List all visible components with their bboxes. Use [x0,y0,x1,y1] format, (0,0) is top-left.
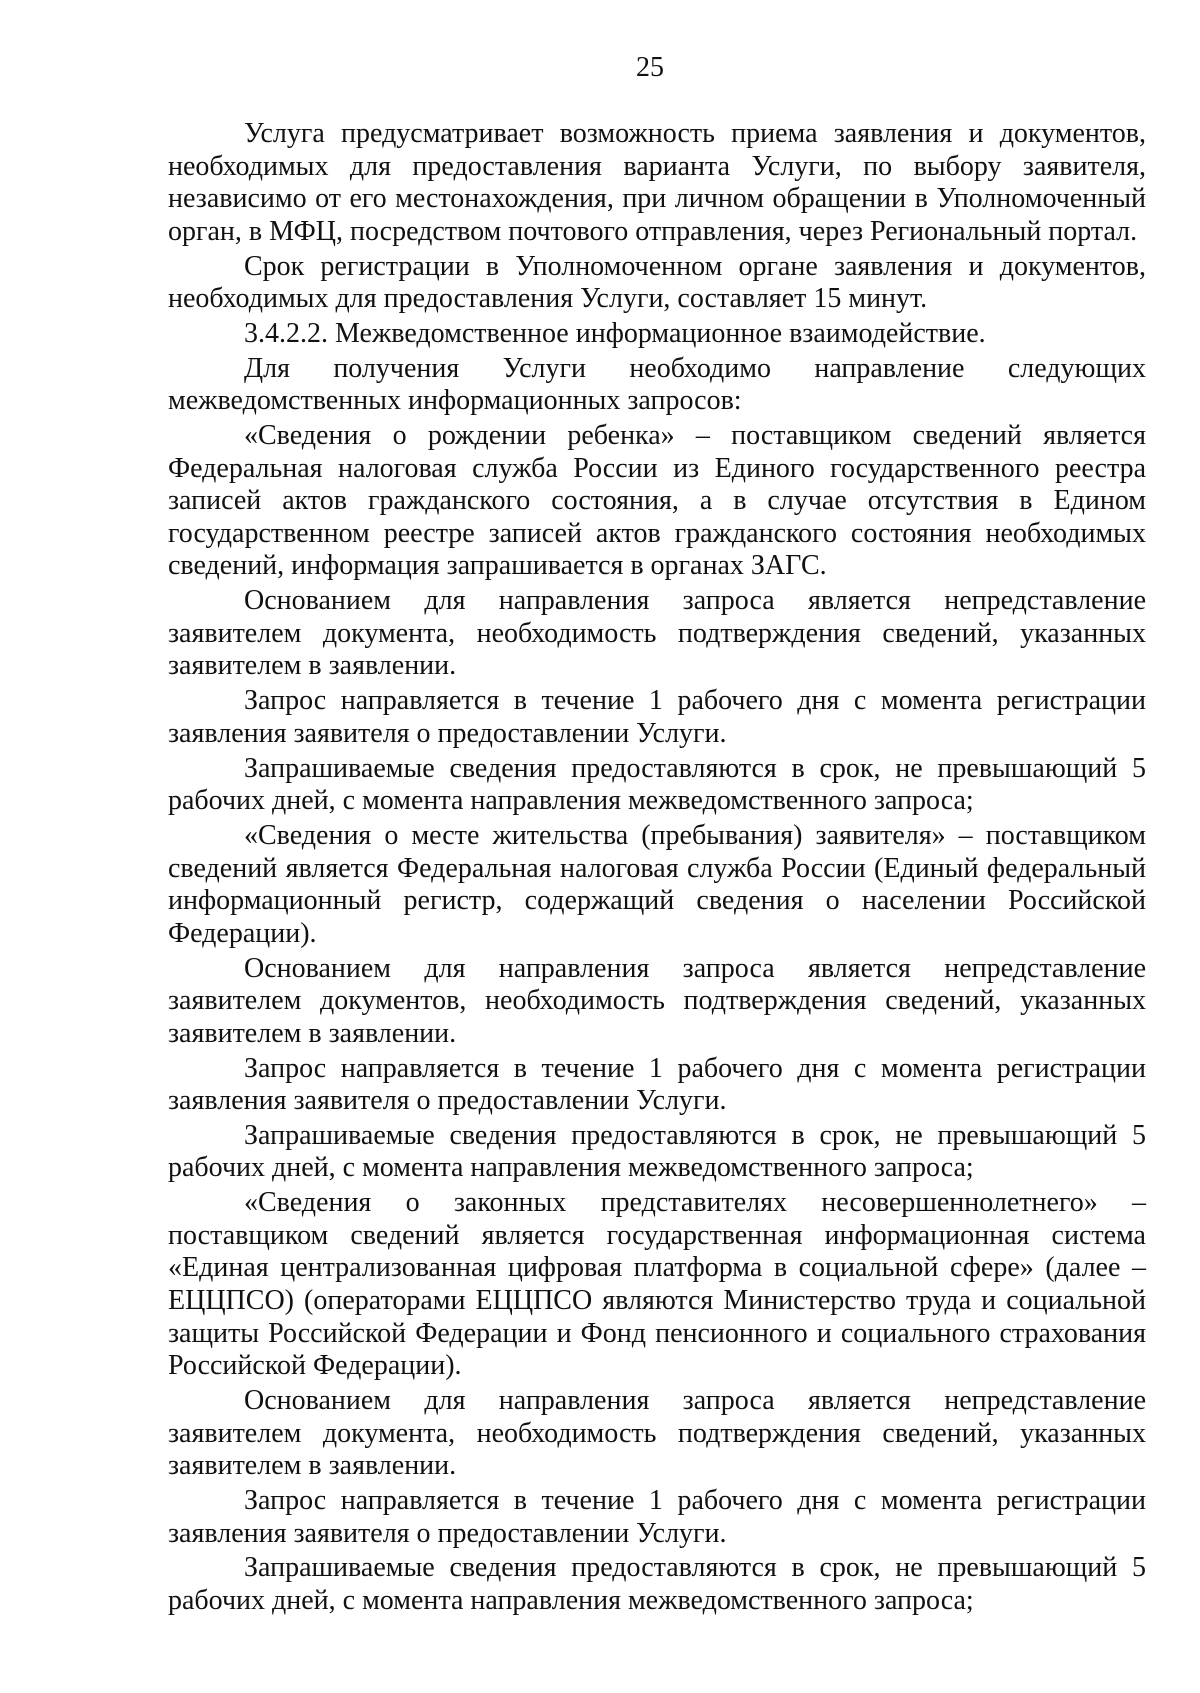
paragraph: Запрашиваемые сведения предоставляются в срок, не превышающий 5 рабочих дней, с момента направления межведомственного запроса; [168,752,1146,817]
paragraph: Запрашиваемые сведения предоставляются в срок, не превышающий 5 рабочих дней, с момента направления межведомственного запроса; [168,1552,1146,1616]
paragraph: «Сведения о законных представителях несовершеннолетнего» – поставщиком сведений является государственная информационная система «Единая централизованная цифровая платформа в социальной сфере» (далее – ЕЦЦПСО) (операторами ЕЦЦПСО являются Министерство труда и социальной защиты Российской Федерации и Фонд пенсионного и социального страхования Российской Федерации). [168,1187,1146,1382]
paragraph: Для получения Услуги необходимо направление следующих межведомственных информационных запросов: [168,352,1146,417]
paragraph: Основанием для направления запроса является непредставление заявителем документа, необходимость подтверждения сведений, указанных заявителем в заявлении. [168,1385,1146,1482]
paragraph: Запрос направляется в течение 1 рабочего дня с момента регистрации заявления заявителя о предоставлении Услуги. [168,1052,1146,1117]
paragraph: «Сведения о месте жительства (пребывания) заявителя» – поставщиком сведений является Федеральная налоговая служба России (Единый федеральный информационный регистр, содержащий сведения о населении Российской Федерации). [168,819,1146,949]
paragraph: Запрос направляется в течение 1 рабочего дня с момента регистрации заявления заявителя о предоставлении Услуги. [168,1484,1146,1549]
paragraph: Запрашиваемые сведения предоставляются в срок, не превышающий 5 рабочих дней, с момента направления межведомственного запроса; [168,1119,1146,1184]
paragraph: Основанием для направления запроса является непредставление заявителем документов, необходимость подтверждения сведений, указанных заявителем в заявлении. [168,952,1146,1049]
paragraph: Основанием для направления запроса является непредставление заявителем документа, необходимость подтверждения сведений, указанных заявителем в заявлении. [168,585,1146,682]
document-body [168,118,1146,1620]
paragraph: 3.4.2.2. Межведомственное информационное взаимодействие. [244,317,986,349]
paragraph: Услуга предусматривает возможность приема заявления и документов, необходимых для предоставления варианта Услуги, по выбору заявителя, независимо от его местонахождения, при личном обращении в Уполномоченный орган, в МФЦ, посредством почтового отправления, через Региональный портал. [168,118,1146,247]
page-number: 25 [636,52,664,83]
paragraph: «Сведения о рождении ребенка» – поставщиком сведений является Федеральная налоговая служба России из Единого государственного реестра записей актов гражданского состояния, а в случае отсутствия в Едином государственном реестре записей актов гражданского состояния необходимых сведений, информация запрашивается в органах ЗАГС. [168,420,1146,582]
paragraph: Запрос направляется в течение 1 рабочего дня с момента регистрации заявления заявителя о предоставлении Услуги. [168,685,1146,749]
paragraph: Срок регистрации в Уполномоченном органе заявления и документов, необходимых для предоставления Услуги, составляет 15 минут. [168,250,1146,315]
